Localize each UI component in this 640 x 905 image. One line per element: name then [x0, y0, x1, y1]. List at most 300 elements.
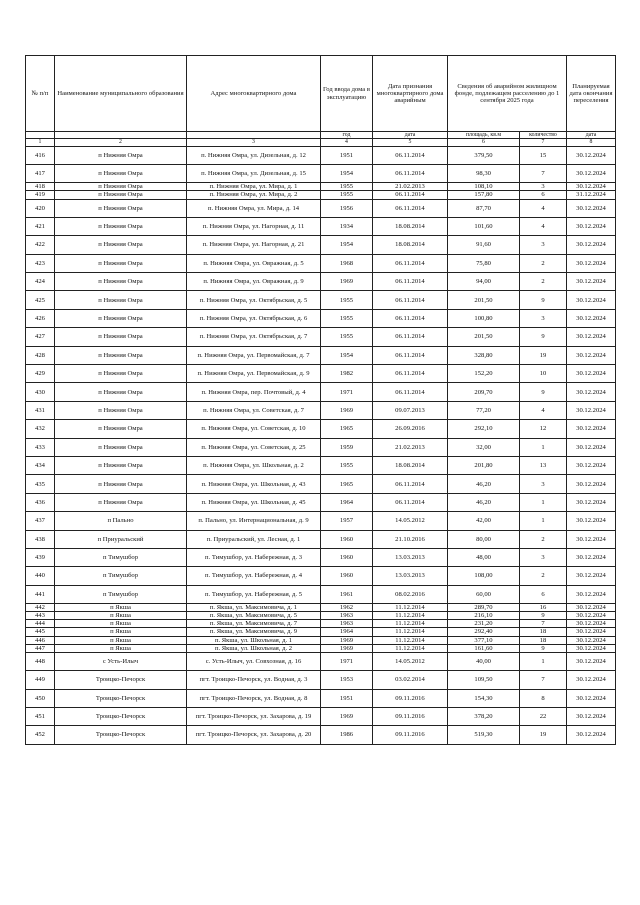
- cell-municipality: п Нижняя Омра: [55, 328, 187, 346]
- cell-count: 9: [520, 383, 567, 401]
- table-row: [26, 671, 616, 689]
- cell-number: 417: [26, 164, 55, 182]
- cell-municipality: п Нижняя Омра: [55, 420, 187, 438]
- cell-count: 9: [520, 328, 567, 346]
- cell-year: 1968: [321, 254, 373, 272]
- cell-number: 416: [26, 146, 55, 164]
- cell-number: 443: [26, 612, 55, 620]
- cell-area: 60,00: [448, 585, 520, 603]
- cell-area: 32,00: [448, 438, 520, 456]
- table-row: [26, 612, 616, 620]
- cell-end-date: 30.12.2024: [567, 628, 616, 636]
- cell-year: 1955: [321, 191, 373, 199]
- cell-count: 18: [520, 636, 567, 644]
- cell-number: 448: [26, 652, 55, 670]
- cell-municipality: Троицко-Печорск: [55, 689, 187, 707]
- cell-number: 442: [26, 604, 55, 612]
- cell-emergency-date: 21.02.2013: [373, 183, 448, 191]
- cell-end-date: 30.12.2024: [567, 604, 616, 612]
- cell-year: 1969: [321, 636, 373, 644]
- table-row: [26, 183, 616, 191]
- cell-emergency-date: 06.11.2014: [373, 493, 448, 511]
- header-end-date: Планируемая дата окончания переселения: [567, 56, 616, 132]
- cell-area: 48,00: [448, 548, 520, 566]
- header-address: Адрес многоквартирного дома: [187, 56, 321, 132]
- cell-end-date: 30.12.2024: [567, 689, 616, 707]
- cell-number: 418: [26, 183, 55, 191]
- cell-end-date: 30.12.2024: [567, 548, 616, 566]
- cell-address: п. Нижняя Омра, ул. Мира, д. 14: [187, 199, 321, 217]
- table-row: [26, 644, 616, 652]
- table-row: [26, 493, 616, 511]
- cell-emergency-date: 18.08.2014: [373, 217, 448, 235]
- cell-area: 108,00: [448, 567, 520, 585]
- cell-year: 1957: [321, 512, 373, 530]
- colnum-5: 5: [373, 139, 448, 146]
- cell-end-date: 30.12.2024: [567, 146, 616, 164]
- cell-address: п. Якша, ул. Школьная, д. 1: [187, 636, 321, 644]
- cell-year: 1951: [321, 689, 373, 707]
- cell-number: 434: [26, 456, 55, 474]
- cell-year: 1964: [321, 493, 373, 511]
- sub-empty-3: [187, 132, 321, 139]
- cell-year: 1955: [321, 183, 373, 191]
- cell-address: п. Нижняя Омра, ул. Нагорная, д. 21: [187, 236, 321, 254]
- table-row: [26, 475, 616, 493]
- cell-number: 436: [26, 493, 55, 511]
- cell-address: п. Нижняя Омра, ул. Овражная, д. 9: [187, 273, 321, 291]
- cell-area: 289,70: [448, 604, 520, 612]
- cell-number: 440: [26, 567, 55, 585]
- cell-area: 209,70: [448, 383, 520, 401]
- cell-end-date: 30.12.2024: [567, 620, 616, 628]
- cell-municipality: п Нижняя Омра: [55, 365, 187, 383]
- cell-end-date: 30.12.2024: [567, 438, 616, 456]
- cell-number: 425: [26, 291, 55, 309]
- cell-end-date: 30.12.2024: [567, 309, 616, 327]
- cell-number: 432: [26, 420, 55, 438]
- table-row: [26, 628, 616, 636]
- cell-area: 40,00: [448, 652, 520, 670]
- cell-address: с. Усть-Илыч, ул. Совхозная, д. 16: [187, 652, 321, 670]
- cell-address: п. Нижняя Омра, ул. Октябрьская, д. 5: [187, 291, 321, 309]
- cell-address: п. Тимушбор, ул. Набережная, д. 4: [187, 567, 321, 585]
- cell-emergency-date: 06.11.2014: [373, 328, 448, 346]
- cell-municipality: п Нижняя Омра: [55, 164, 187, 182]
- cell-municipality: Троицко-Печорск: [55, 726, 187, 744]
- table-row: [26, 401, 616, 419]
- cell-area: 100,80: [448, 309, 520, 327]
- cell-end-date: 30.12.2024: [567, 707, 616, 725]
- cell-year: 1963: [321, 620, 373, 628]
- table-row: [26, 254, 616, 272]
- cell-area: 80,00: [448, 530, 520, 548]
- table-row: [26, 567, 616, 585]
- cell-address: п. Приуральский, ул. Лесная, д. 1: [187, 530, 321, 548]
- cell-year: 1960: [321, 530, 373, 548]
- table-row: [26, 726, 616, 744]
- cell-count: 9: [520, 612, 567, 620]
- colnum-8: 8: [567, 139, 616, 146]
- cell-emergency-date: 11.12.2014: [373, 612, 448, 620]
- cell-address: п. Пально, ул. Интернациональная, д. 9: [187, 512, 321, 530]
- cell-count: 2: [520, 567, 567, 585]
- cell-emergency-date: 18.08.2014: [373, 456, 448, 474]
- cell-number: 438: [26, 530, 55, 548]
- cell-municipality: п Нижняя Омра: [55, 199, 187, 217]
- cell-count: 1: [520, 438, 567, 456]
- cell-end-date: 30.12.2024: [567, 585, 616, 603]
- cell-number: 421: [26, 217, 55, 235]
- colnum-2: 2: [55, 139, 187, 146]
- cell-area: 75,80: [448, 254, 520, 272]
- cell-municipality: п Якша: [55, 636, 187, 644]
- header-emergency-fund: Сведения об аварийном жилищном фонде, подлежащем расселению до 1 сентября 2025 года: [448, 56, 567, 132]
- cell-number: 424: [26, 273, 55, 291]
- cell-area: 378,20: [448, 707, 520, 725]
- cell-municipality: п Якша: [55, 620, 187, 628]
- cell-year: 1986: [321, 726, 373, 744]
- cell-number: 419: [26, 191, 55, 199]
- cell-address: п. Нижняя Омра, ул. Мира, д. 2: [187, 191, 321, 199]
- cell-address: п. Нижняя Омра, ул. Нагорная, д. 11: [187, 217, 321, 235]
- cell-municipality: п Нижняя Омра: [55, 146, 187, 164]
- cell-number: 445: [26, 628, 55, 636]
- cell-year: 1953: [321, 671, 373, 689]
- cell-area: 379,50: [448, 146, 520, 164]
- cell-address: пгт. Троицко-Печорск, ул. Водная, д. 8: [187, 689, 321, 707]
- cell-end-date: 30.12.2024: [567, 671, 616, 689]
- cell-area: 87,70: [448, 199, 520, 217]
- cell-count: 7: [520, 164, 567, 182]
- cell-number: 422: [26, 236, 55, 254]
- cell-year: 1964: [321, 628, 373, 636]
- table-row: [26, 383, 616, 401]
- cell-emergency-date: 14.05.2012: [373, 652, 448, 670]
- cell-year: 1955: [321, 328, 373, 346]
- cell-municipality: п Нижняя Омра: [55, 254, 187, 272]
- table-row: [26, 604, 616, 612]
- table-row: [26, 217, 616, 235]
- table-row: [26, 620, 616, 628]
- cell-count: 3: [520, 548, 567, 566]
- cell-year: 1969: [321, 401, 373, 419]
- cell-address: п. Якша, ул. Школьная, д. 2: [187, 644, 321, 652]
- cell-year: 1965: [321, 475, 373, 493]
- cell-number: 444: [26, 620, 55, 628]
- cell-count: 3: [520, 236, 567, 254]
- colnum-4: 4: [321, 139, 373, 146]
- table-row: [26, 530, 616, 548]
- cell-emergency-date: 06.11.2014: [373, 273, 448, 291]
- cell-municipality: п Нижняя Омра: [55, 273, 187, 291]
- cell-emergency-date: 06.11.2014: [373, 309, 448, 327]
- cell-address: п. Якша, ул. Максимовича, д. 7: [187, 620, 321, 628]
- colnum-7: 7: [520, 139, 567, 146]
- cell-address: пгт. Троицко-Печорск, ул. Захарова, д. 19: [187, 707, 321, 725]
- table-row: [26, 548, 616, 566]
- cell-area: 328,80: [448, 346, 520, 364]
- cell-emergency-date: 06.11.2014: [373, 291, 448, 309]
- cell-municipality: п Тимушбор: [55, 548, 187, 566]
- sub-end-date: дата: [567, 132, 616, 139]
- table-header: [26, 56, 616, 147]
- cell-end-date: 30.12.2024: [567, 512, 616, 530]
- cell-year: 1955: [321, 309, 373, 327]
- cell-municipality: п Якша: [55, 604, 187, 612]
- cell-year: 1982: [321, 365, 373, 383]
- cell-year: 1955: [321, 291, 373, 309]
- cell-count: 10: [520, 365, 567, 383]
- table-row: [26, 438, 616, 456]
- sub-date: дата: [373, 132, 448, 139]
- cell-emergency-date: 26.09.2016: [373, 420, 448, 438]
- cell-year: 1971: [321, 652, 373, 670]
- cell-end-date: 30.12.2024: [567, 236, 616, 254]
- cell-area: 108,10: [448, 183, 520, 191]
- cell-year: 1951: [321, 146, 373, 164]
- cell-count: 3: [520, 183, 567, 191]
- cell-number: 429: [26, 365, 55, 383]
- cell-address: п. Нижняя Омра, ул. Школьная, д. 45: [187, 493, 321, 511]
- cell-count: 16: [520, 604, 567, 612]
- cell-area: 201,80: [448, 456, 520, 474]
- cell-emergency-date: 11.12.2014: [373, 644, 448, 652]
- table-row: [26, 164, 616, 182]
- cell-number: 451: [26, 707, 55, 725]
- cell-year: 1962: [321, 604, 373, 612]
- cell-address: пгт. Троицко-Печорск, ул. Водная, д. 3: [187, 671, 321, 689]
- cell-count: 18: [520, 628, 567, 636]
- cell-year: 1955: [321, 456, 373, 474]
- cell-count: 7: [520, 671, 567, 689]
- cell-area: 101,60: [448, 217, 520, 235]
- cell-municipality: п Нижняя Омра: [55, 475, 187, 493]
- cell-end-date: 30.12.2024: [567, 493, 616, 511]
- table-body: [26, 146, 616, 744]
- cell-count: 1: [520, 512, 567, 530]
- cell-area: 292,40: [448, 628, 520, 636]
- table-row: [26, 689, 616, 707]
- cell-emergency-date: 06.11.2014: [373, 346, 448, 364]
- cell-emergency-date: 06.11.2014: [373, 254, 448, 272]
- cell-municipality: п Нижняя Омра: [55, 438, 187, 456]
- cell-municipality: п Тимушбор: [55, 567, 187, 585]
- cell-year: 1954: [321, 236, 373, 254]
- header-municipality: Наименование муниципального образования: [55, 56, 187, 132]
- cell-municipality: п Нижняя Омра: [55, 346, 187, 364]
- cell-address: п. Нижняя Омра, ул. Октябрьская, д. 7: [187, 328, 321, 346]
- cell-area: 152,20: [448, 365, 520, 383]
- cell-count: 2: [520, 273, 567, 291]
- cell-end-date: 30.12.2024: [567, 254, 616, 272]
- cell-emergency-date: 09.07.2013: [373, 401, 448, 419]
- cell-municipality: Троицко-Печорск: [55, 671, 187, 689]
- table-row: [26, 420, 616, 438]
- cell-municipality: п Нижняя Омра: [55, 401, 187, 419]
- cell-end-date: 31.12.2024: [567, 191, 616, 199]
- cell-number: 430: [26, 383, 55, 401]
- cell-municipality: п Тимушбор: [55, 585, 187, 603]
- cell-municipality: п Нижняя Омра: [55, 291, 187, 309]
- sub-area: площадь, кв.м: [448, 132, 520, 139]
- cell-number: 450: [26, 689, 55, 707]
- cell-emergency-date: 06.11.2014: [373, 365, 448, 383]
- table-row: [26, 652, 616, 670]
- cell-year: 1960: [321, 567, 373, 585]
- cell-emergency-date: 11.12.2014: [373, 604, 448, 612]
- table-row: [26, 191, 616, 199]
- cell-year: 1956: [321, 199, 373, 217]
- cell-end-date: 30.12.2024: [567, 636, 616, 644]
- cell-number: 428: [26, 346, 55, 364]
- cell-address: п. Нижняя Омра, ул. Дизельная, д. 15: [187, 164, 321, 182]
- cell-count: 9: [520, 291, 567, 309]
- cell-address: п. Нижняя Омра, ул. Советская, д. 25: [187, 438, 321, 456]
- cell-end-date: 30.12.2024: [567, 401, 616, 419]
- colnum-1: 1: [26, 139, 55, 146]
- table-row: [26, 291, 616, 309]
- cell-end-date: 30.12.2024: [567, 567, 616, 585]
- cell-emergency-date: 08.02.2016: [373, 585, 448, 603]
- sub-empty-1: [26, 132, 55, 139]
- cell-municipality: п Якша: [55, 644, 187, 652]
- cell-end-date: 30.12.2024: [567, 183, 616, 191]
- cell-address: п. Нижняя Омра, ул. Советская, д. 10: [187, 420, 321, 438]
- cell-emergency-date: 06.11.2014: [373, 191, 448, 199]
- cell-area: 216,10: [448, 612, 520, 620]
- cell-area: 109,50: [448, 671, 520, 689]
- cell-count: 9: [520, 644, 567, 652]
- cell-emergency-date: 11.12.2014: [373, 620, 448, 628]
- cell-year: 1969: [321, 644, 373, 652]
- cell-number: 420: [26, 199, 55, 217]
- cell-count: 6: [520, 585, 567, 603]
- cell-address: п. Нижняя Омра, ул. Первомайская, д. 9: [187, 365, 321, 383]
- cell-municipality: п Нижняя Омра: [55, 456, 187, 474]
- cell-area: 77,20: [448, 401, 520, 419]
- cell-municipality: п Нижняя Омра: [55, 383, 187, 401]
- cell-year: 1960: [321, 548, 373, 566]
- header-emergency-date: Дата признания многоквартирного дома аварийным: [373, 56, 448, 132]
- table-row: [26, 456, 616, 474]
- cell-number: 423: [26, 254, 55, 272]
- cell-area: 201,50: [448, 328, 520, 346]
- cell-municipality: Троицко-Печорск: [55, 707, 187, 725]
- cell-count: 1: [520, 652, 567, 670]
- cell-municipality: п Якша: [55, 628, 187, 636]
- cell-count: 4: [520, 401, 567, 419]
- table-row: [26, 236, 616, 254]
- cell-count: 3: [520, 475, 567, 493]
- cell-count: 19: [520, 346, 567, 364]
- cell-address: п. Нижняя Омра, ул. Советская, д. 7: [187, 401, 321, 419]
- cell-count: 12: [520, 420, 567, 438]
- table-row: [26, 146, 616, 164]
- cell-area: 231,20: [448, 620, 520, 628]
- cell-year: 1969: [321, 707, 373, 725]
- cell-number: 431: [26, 401, 55, 419]
- cell-number: 435: [26, 475, 55, 493]
- cell-address: пгт. Троицко-Печорск, ул. Захарова, д. 20: [187, 726, 321, 744]
- cell-number: 439: [26, 548, 55, 566]
- cell-municipality: п Нижняя Омра: [55, 183, 187, 191]
- cell-count: 4: [520, 217, 567, 235]
- table-row: [26, 707, 616, 725]
- cell-address: п. Якша, ул. Максимовича, д. 1: [187, 604, 321, 612]
- header-year: Год ввода дома в эксплуатацию: [321, 56, 373, 132]
- cell-end-date: 30.12.2024: [567, 328, 616, 346]
- sub-count: количество: [520, 132, 567, 139]
- cell-municipality: п Якша: [55, 612, 187, 620]
- cell-municipality: с Усть-Илыч: [55, 652, 187, 670]
- cell-municipality: п Нижняя Омра: [55, 217, 187, 235]
- cell-area: 46,20: [448, 475, 520, 493]
- cell-number: 449: [26, 671, 55, 689]
- cell-end-date: 30.12.2024: [567, 217, 616, 235]
- cell-address: п. Нижняя Омра, ул. Овражная, д. 5: [187, 254, 321, 272]
- cell-emergency-date: 06.11.2014: [373, 199, 448, 217]
- cell-end-date: 30.12.2024: [567, 644, 616, 652]
- cell-end-date: 30.12.2024: [567, 530, 616, 548]
- cell-count: 1: [520, 493, 567, 511]
- cell-count: 15: [520, 146, 567, 164]
- cell-municipality: п Нижняя Омра: [55, 191, 187, 199]
- table-row: [26, 328, 616, 346]
- cell-number: 452: [26, 726, 55, 744]
- cell-number: 446: [26, 636, 55, 644]
- cell-end-date: 30.12.2024: [567, 273, 616, 291]
- cell-year: 1963: [321, 612, 373, 620]
- cell-emergency-date: 13.03.2013: [373, 567, 448, 585]
- cell-emergency-date: 11.12.2014: [373, 636, 448, 644]
- table-row: [26, 199, 616, 217]
- cell-emergency-date: 21.02.2013: [373, 438, 448, 456]
- cell-emergency-date: 21.10.2016: [373, 530, 448, 548]
- cell-address: п. Нижняя Омра, ул. Школьная, д. 43: [187, 475, 321, 493]
- table-row: [26, 512, 616, 530]
- table-row: [26, 585, 616, 603]
- cell-year: 1971: [321, 383, 373, 401]
- cell-area: 292,10: [448, 420, 520, 438]
- cell-emergency-date: 06.11.2014: [373, 475, 448, 493]
- cell-year: 1934: [321, 217, 373, 235]
- cell-address: п. Нижняя Омра, ул. Дизельная, д. 12: [187, 146, 321, 164]
- cell-count: 13: [520, 456, 567, 474]
- cell-area: 98,30: [448, 164, 520, 182]
- cell-municipality: п Приуральский: [55, 530, 187, 548]
- cell-end-date: 30.12.2024: [567, 612, 616, 620]
- cell-year: 1965: [321, 420, 373, 438]
- cell-address: п. Якша, ул. Максимовича, д. 9: [187, 628, 321, 636]
- cell-count: 6: [520, 191, 567, 199]
- cell-emergency-date: 09.11.2016: [373, 726, 448, 744]
- cell-number: 441: [26, 585, 55, 603]
- cell-end-date: 30.12.2024: [567, 726, 616, 744]
- cell-count: 2: [520, 254, 567, 272]
- cell-area: 46,20: [448, 493, 520, 511]
- cell-area: 201,50: [448, 291, 520, 309]
- cell-area: 94,00: [448, 273, 520, 291]
- cell-end-date: 30.12.2024: [567, 346, 616, 364]
- header-number: № п/п: [26, 56, 55, 132]
- cell-end-date: 30.12.2024: [567, 652, 616, 670]
- cell-address: п. Нижняя Омра, пер. Почтовый, д. 4: [187, 383, 321, 401]
- cell-area: 154,30: [448, 689, 520, 707]
- cell-emergency-date: 06.11.2014: [373, 383, 448, 401]
- cell-area: 91,60: [448, 236, 520, 254]
- cell-number: 426: [26, 309, 55, 327]
